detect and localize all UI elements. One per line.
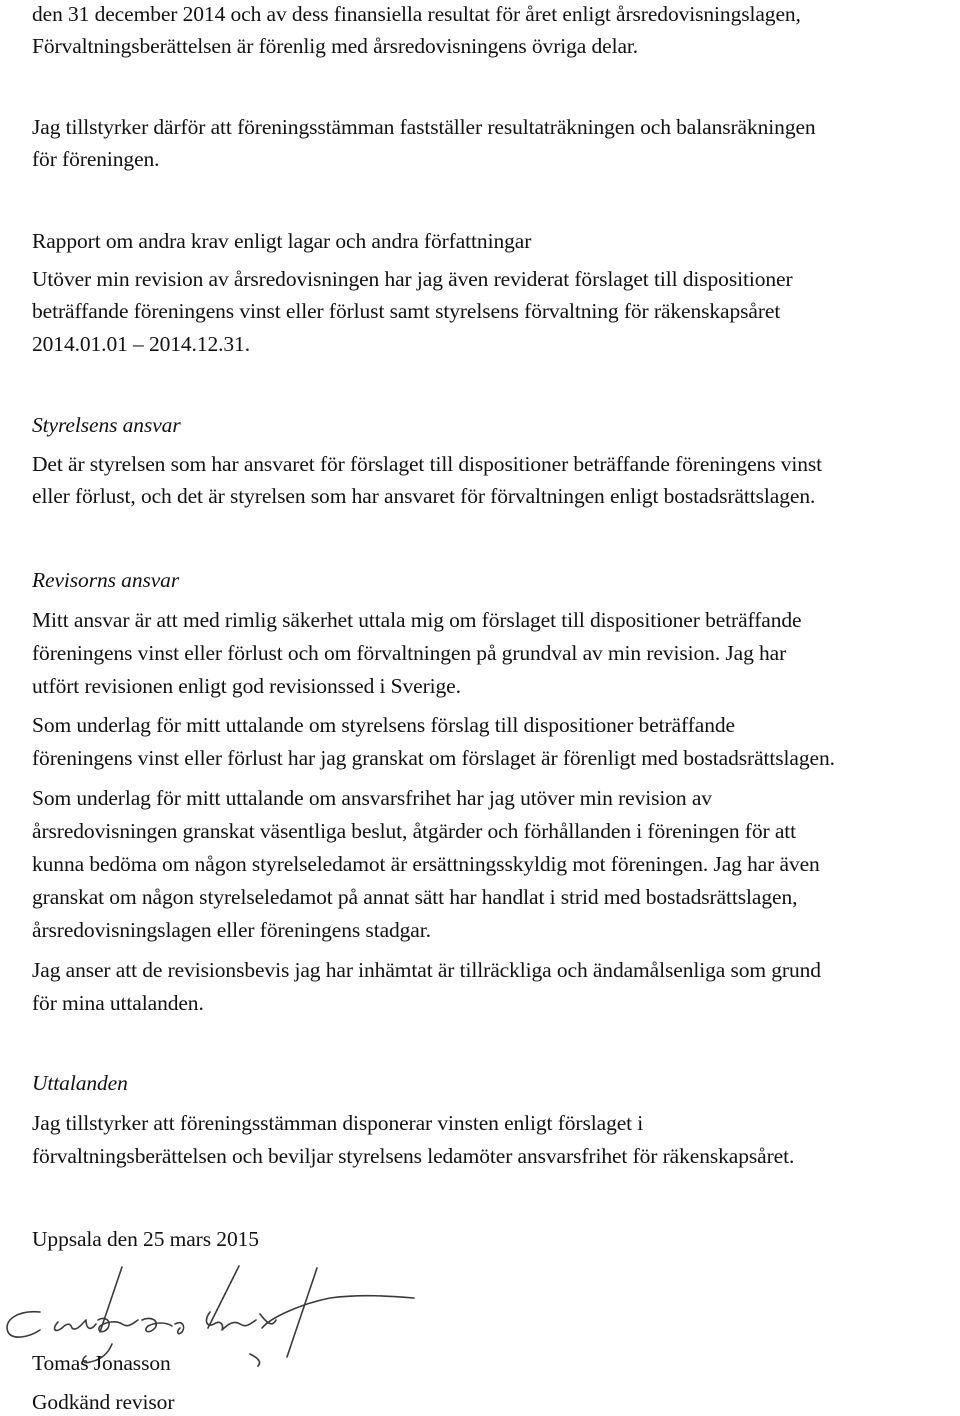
place-date: Uppsala den 25 mars 2015 <box>32 1227 259 1251</box>
auditor-p3-line-2: årsredovisningen granskat väsentliga beslut, åtgärder och förhållanden i föreningen för att <box>32 819 797 843</box>
section-heading-other-requirements: Rapport om andra krav enligt lagar och andra författningar <box>32 229 532 253</box>
board-line-2: eller förlust, och det är styrelsen som har ansvaret för förvaltningen enligt bostadsrättslagen. <box>32 484 816 508</box>
other-requirements-line-2: beträffande föreningens vinst eller förlust samt styrelsens förvaltning för räkenskapsåret <box>32 299 781 323</box>
other-requirements-line-1: Utöver min revision av årsredovisningen har jag även reviderat förslaget till dispositioner <box>32 267 793 291</box>
section-heading-statements: Uttalanden <box>32 1071 128 1095</box>
signer-name: Tomas Jonasson <box>32 1351 171 1375</box>
recommend-line-1: Jag tillstyrker därför att föreningsstämman fastställer resultaträkningen och balansräkningen <box>32 115 816 139</box>
auditor-p2-line-2: föreningens vinst eller förlust har jag granskat om förslaget är förenligt med bostadsrättslagen. <box>32 746 835 770</box>
auditor-p3-line-1: Som underlag för mitt uttalande om ansvarsfrihet har jag utöver min revision av <box>32 786 712 810</box>
statements-line-2: förvaltningsberättelsen och beviljar styrelsens ledamöter ansvarsfrihet för räkenskapsåret. <box>32 1144 795 1168</box>
section-heading-auditor: Revisorns ansvar <box>32 568 180 592</box>
auditor-p4-line-1: Jag anser att de revisionsbevis jag har inhämtat är tillräckliga och ändamålsenliga som grund <box>32 958 821 982</box>
signer-title: Godkänd revisor <box>32 1390 175 1414</box>
auditor-p1-line-3: utfört revisionen enligt god revisionssed i Sverige. <box>32 674 461 698</box>
recommend-line-2: för föreningen. <box>32 147 160 171</box>
statements-line-1: Jag tillstyrker att föreningsstämman disponerar vinsten enligt förslaget i <box>32 1111 644 1135</box>
other-requirements-line-3: 2014.01.01 – 2014.12.31. <box>32 332 250 356</box>
auditor-p3-line-4: granskat om någon styrelseledamot på annat sätt har handlat i strid med bostadsrättslagen, <box>32 885 798 909</box>
section-heading-board: Styrelsens ansvar <box>32 413 181 437</box>
opinion-line-1: den 31 december 2014 och av dess finansiella resultat för året enligt årsredovisningslagen, <box>32 2 801 26</box>
auditor-p2-line-1: Som underlag för mitt uttalande om styrelsens förslag till dispositioner beträffande <box>32 713 735 737</box>
auditor-p3-line-3: kunna bedöma om någon styrelseledamot är ersättningsskyldig mot föreningen. Jag har även <box>32 852 820 876</box>
auditor-p1-line-2: föreningens vinst eller förlust och om förvaltningen på grundval av min revision. Jag har <box>32 641 787 665</box>
opinion-line-2: Förvaltningsberättelsen är förenlig med årsredovisningens övriga delar. <box>32 34 639 58</box>
board-line-1: Det är styrelsen som har ansvaret för förslaget till dispositioner beträffande föreningens vinst <box>32 452 823 476</box>
auditor-p1-line-1: Mitt ansvar är att med rimlig säkerhet uttala mig om förslaget till dispositioner beträffande <box>32 608 802 632</box>
auditor-p4-line-2: för mina uttalanden. <box>32 991 204 1015</box>
auditor-p3-line-5: årsredovisningslagen eller föreningens stadgar. <box>32 918 431 942</box>
